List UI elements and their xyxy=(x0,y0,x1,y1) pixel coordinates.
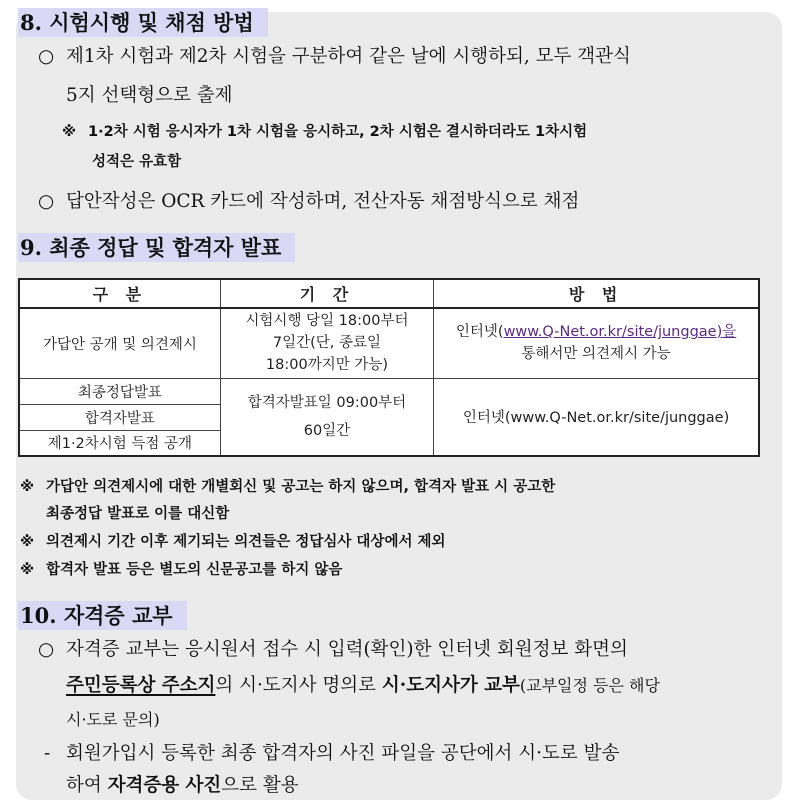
section-10-subitem-line-2 xyxy=(66,772,299,800)
bullet-circle-icon: ○ xyxy=(38,46,55,67)
section-9-heading xyxy=(14,233,299,263)
subitem-text: 으로 활용 xyxy=(221,775,299,796)
row-2-category-1: 최종정답발표 xyxy=(19,378,220,404)
row-2-period xyxy=(220,378,433,456)
reference-mark-icon: ※ xyxy=(20,479,35,495)
subitem-text: 회원가입시 등록한 최종 합격자의 사진 파일을 공단에서 시·도로 발송 xyxy=(66,743,620,764)
row-2-category-2: 합격자발표 xyxy=(19,404,220,430)
header-method: 방 법 xyxy=(434,279,759,308)
reference-mark-icon: ※ xyxy=(20,534,35,550)
row-1-category: 가답안 공개 및 의견제시 xyxy=(19,308,220,378)
row-1-period xyxy=(220,308,433,378)
issuer-emphasis: 시·도지사가 교부 xyxy=(381,675,520,696)
period-line: 시험시행 당일 18:00부터 xyxy=(245,313,409,330)
period-line: 60일간 xyxy=(303,422,351,439)
resident-address-emphasis: 주민등록상 주소지 xyxy=(66,675,216,696)
table-row xyxy=(19,308,759,378)
section-8-note-line-2: 성적은 유효함 xyxy=(92,154,182,170)
period-line: 18:00까지만 가능) xyxy=(265,357,388,374)
period-line: 합격자발표일 09:00부터 xyxy=(247,394,407,411)
section-10-subitem-line-1 xyxy=(44,740,619,768)
section-10-item-line-1 xyxy=(38,636,628,664)
section-10-item-line-2 xyxy=(66,672,660,700)
row-2-category-3: 제1·2차시험 득점 공개 xyxy=(19,430,220,456)
qnet-link[interactable]: www.Q-Net.or.kr/site/junggae)을 xyxy=(503,324,737,341)
subitem-text: 하여 xyxy=(66,775,108,796)
method-line-2: 통해서만 의견제시 가능 xyxy=(521,346,671,363)
section-9-note-1-line-2: 최종정답 발표로 이를 대신함 xyxy=(46,506,230,522)
section-10-item-line-3: 시·도로 문의) xyxy=(66,710,160,729)
section-8-item-2 xyxy=(38,188,579,216)
reference-mark-icon: ※ xyxy=(20,562,35,578)
item-1-text: 제1차 시험과 제2차 시험을 구분하여 같은 날에 시행하되, 모두 객관식 xyxy=(66,46,631,67)
section-9-title: 9. 최종 정답 및 합격자 발표 xyxy=(18,233,295,262)
section-8-heading xyxy=(14,8,272,38)
section-10-heading xyxy=(14,601,191,631)
item-text: 의 시·도지사 명의로 xyxy=(215,675,382,696)
section-8-note-line-1 xyxy=(62,120,587,144)
announcement-table xyxy=(18,278,760,457)
section-8-item-1-line-1 xyxy=(38,43,631,71)
section-10-title: 10. 자격증 교부 xyxy=(18,601,187,630)
bullet-circle-icon: ○ xyxy=(38,191,55,212)
item-text: (교부일정 등은 해당 xyxy=(519,676,660,695)
section-9-note-3 xyxy=(20,558,342,582)
header-period: 기 간 xyxy=(220,279,433,308)
row-2-method: 인터넷(www.Q-Net.or.kr/site/junggae) xyxy=(434,378,759,456)
section-8-item-1-line-2: 5지 선택형으로 출제 xyxy=(66,85,233,106)
item-text: 자격증 교부는 응시원서 접수 시 입력(확인)한 인터넷 회원정보 화면의 xyxy=(66,639,628,660)
photo-emphasis: 자격증용 사진 xyxy=(107,775,222,796)
bullet-circle-icon: ○ xyxy=(38,639,55,660)
table-header-row xyxy=(19,279,759,308)
note-text: 가답안 의견제시에 대한 개별회신 및 공고는 하지 않으며, 합격자 발표 시 공고한 xyxy=(46,479,556,495)
section-9-note-1-line-1 xyxy=(20,475,555,499)
reference-mark-icon: ※ xyxy=(62,124,77,140)
row-1-method xyxy=(434,308,759,378)
item-2-text: 답안작성은 OCR 카드에 작성하며, 전산자동 채점방식으로 채점 xyxy=(66,191,580,212)
section-9-note-2 xyxy=(20,530,446,554)
note-text: 합격자 발표 등은 별도의 신문공고를 하지 않음 xyxy=(46,562,343,578)
table-row xyxy=(19,378,759,404)
section-8-title: 8. 시험시행 및 채점 방법 xyxy=(18,8,268,37)
note-text: 1·2차 시험 응시자가 1차 시험을 응시하고, 2차 시험은 결시하더라도 1차시험 xyxy=(88,124,588,140)
note-text: 의견제시 기간 이후 제기되는 의견들은 정답심사 대상에서 제외 xyxy=(46,534,446,550)
header-category: 구 분 xyxy=(19,279,220,308)
method-line-1 xyxy=(434,321,758,343)
dash-icon: - xyxy=(44,743,51,764)
method-prefix: 인터넷( xyxy=(455,324,504,341)
period-line: 7일간(단, 종료일 xyxy=(272,335,382,352)
